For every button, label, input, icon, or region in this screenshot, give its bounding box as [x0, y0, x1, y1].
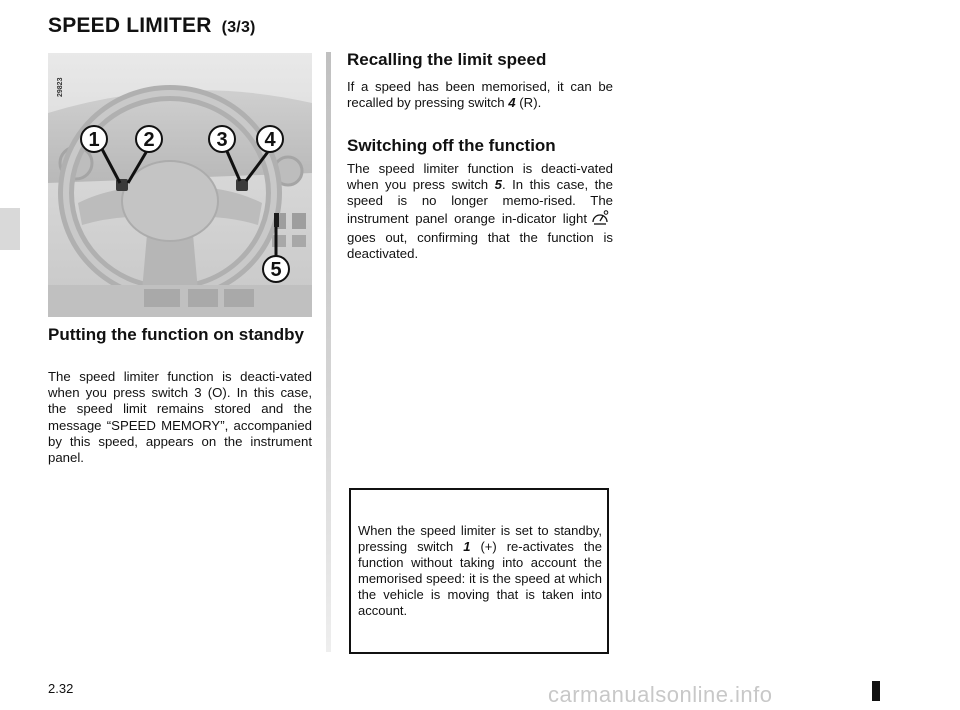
note-text-start: When the speed limiter is set to standby, pressing switch — [358, 523, 602, 554]
callout-2 — [136, 126, 162, 152]
column-divider — [326, 52, 331, 652]
note-switch-number: 1 — [463, 539, 471, 554]
section-tab — [0, 208, 20, 250]
standby-paragraph: The speed limiter function is deacti-vated when you press switch 3 (O). In this case, the speed limit remains stored and the message “SPEED MEMORY”, accompanied by this speed, appears on the instrument panel. — [48, 369, 312, 466]
standby-heading: Putting the function on standby — [48, 325, 304, 344]
recall-heading: Recalling the limit speed — [347, 50, 547, 69]
switch-off-text-3: goes out, confirming that the function is deactivated. — [347, 229, 613, 262]
note-text — [358, 523, 602, 619]
callout-4 — [257, 126, 283, 152]
recall-text-end: (R). — [515, 95, 542, 111]
switch-off-heading: Switching off the function — [347, 136, 556, 155]
page-corner-mark — [872, 681, 880, 701]
watermark: carmanualsonline.info — [548, 682, 773, 707]
callout-4-label: 4 — [264, 129, 276, 151]
page-number: 2.32 — [48, 681, 74, 696]
callout-3-label: 3 — [216, 129, 228, 151]
switch-off-text: The speed limiter function is deacti-vated when you press switch — [347, 161, 613, 193]
callout-1 — [81, 126, 107, 152]
figure-code: 29823 — [57, 77, 64, 97]
note-text-end: (+) re-activates the function without taking into account the memorised speed: it is the speed at which the vehicle is moving that is taken into account. — [358, 539, 602, 618]
recall-text: If a speed has been memorised, it can be recalled by pressing switch — [347, 79, 613, 111]
switch-off-number: 5 — [494, 177, 502, 193]
callout-3 — [209, 126, 235, 152]
recall-switch-number: 4 — [508, 95, 516, 111]
switch-off-text-2: . In this case, the speed is no longer memo-rised. The instrument panel orange in-dicator light — [347, 177, 613, 226]
callout-5-label: 5 — [270, 259, 282, 281]
title-page-indicator: (3/3) — [221, 19, 256, 36]
recall-paragraph — [347, 79, 613, 111]
callout-2-label: 2 — [143, 129, 155, 151]
callout-5 — [263, 256, 289, 282]
speed-limiter-indicator-icon — [590, 210, 610, 230]
title-text: SPEED LIMITER — [48, 14, 212, 37]
switch-off-paragraph — [347, 161, 613, 262]
steering-wheel-illustration — [48, 53, 312, 317]
page-title — [48, 14, 256, 38]
callout-1-label: 1 — [88, 129, 100, 151]
